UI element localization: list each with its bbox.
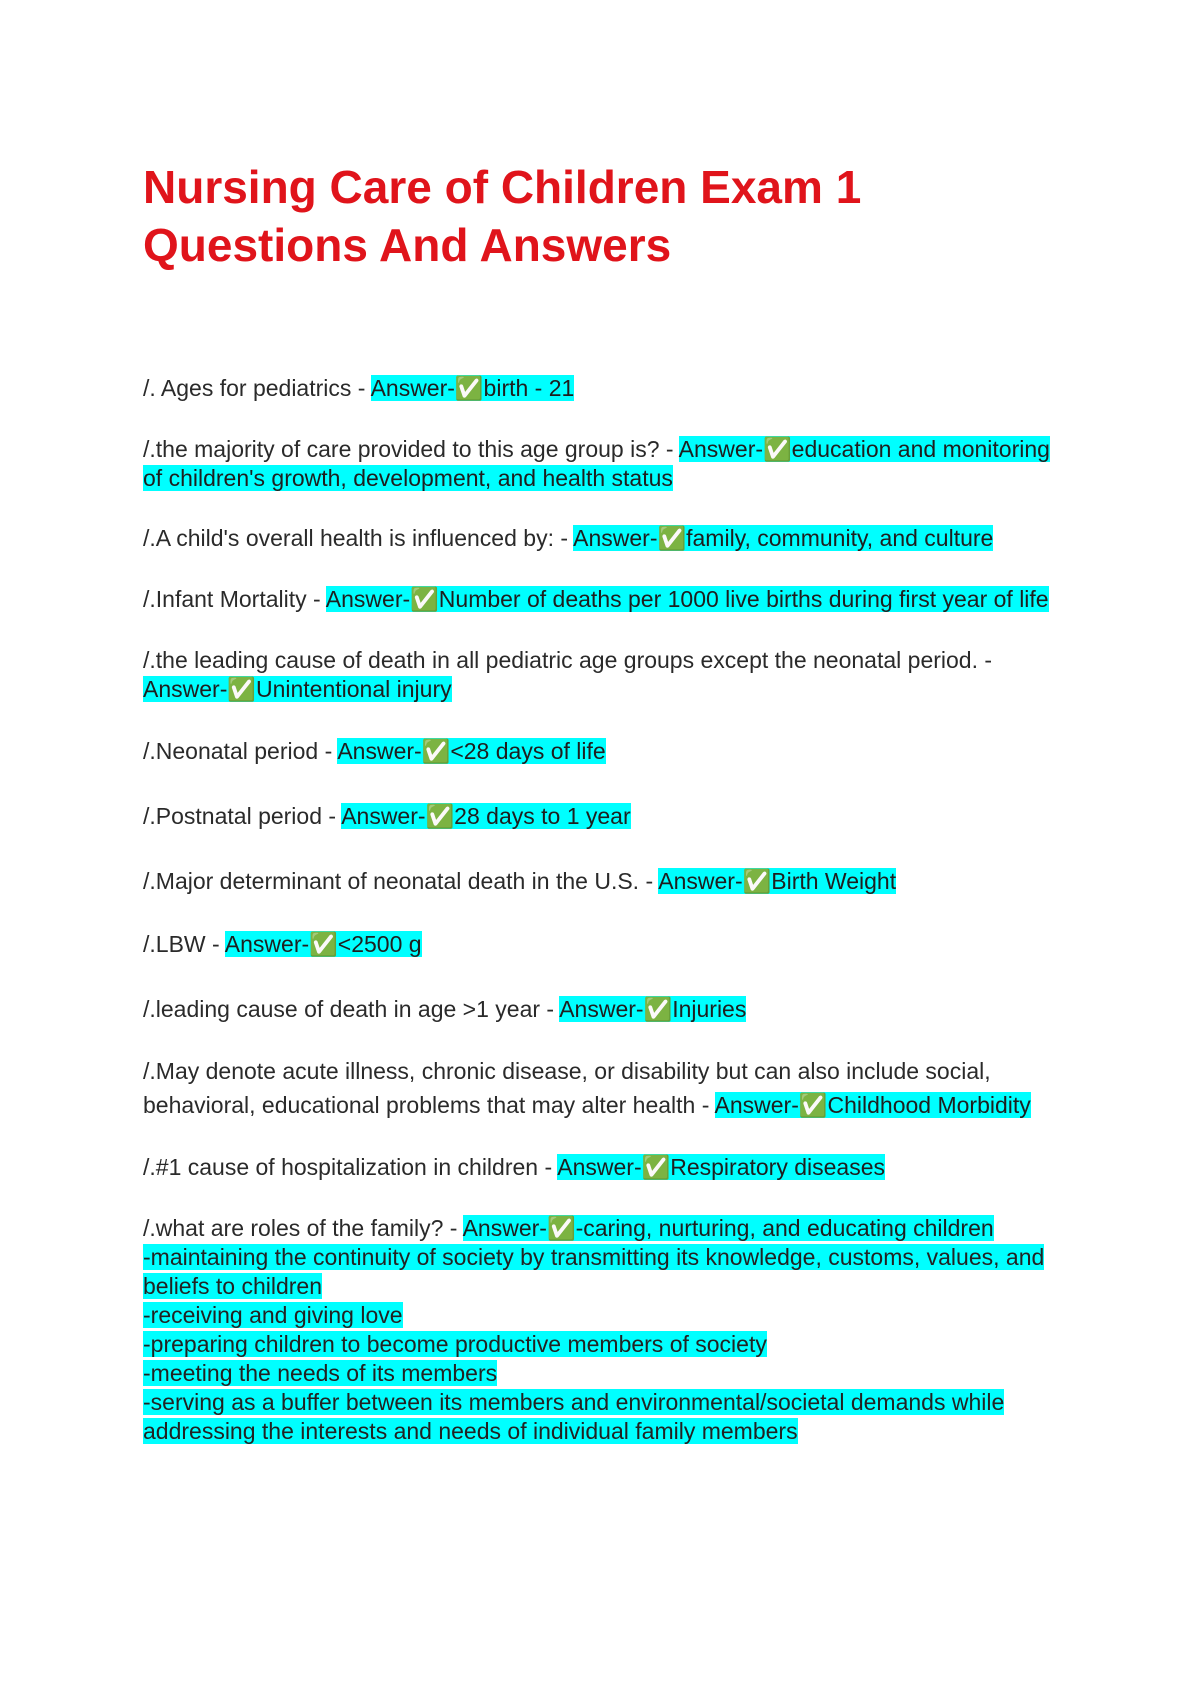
answer-line: -preparing children to become productive members of society: [143, 1331, 767, 1357]
qa-item-12: [143, 1153, 1063, 1182]
question: /.Neonatal period -: [143, 738, 338, 764]
qa-item-9: [143, 930, 1063, 959]
document-page: [143, 158, 1063, 1446]
answer: Answer-✅education and monitoring of children's growth, development, and health status: [143, 436, 1050, 491]
qa-item-6: [143, 737, 1063, 766]
question: /.A child's overall health is influenced by: -: [143, 525, 574, 551]
answer: Answer-✅Unintentional injury: [143, 676, 452, 702]
question: /.#1 cause of hospitalization in children -: [143, 1154, 558, 1180]
answer: Answer-✅birth - 21: [370, 375, 575, 401]
qa-item-7: [143, 802, 1063, 831]
document-title: [143, 158, 1063, 274]
question: /.what are roles of the family? -: [143, 1215, 463, 1241]
question: /.Infant Mortality -: [143, 586, 326, 612]
qa-list: [143, 374, 1063, 1446]
qa-item-2: [143, 435, 1063, 493]
answer-line: -meeting the needs of its members: [143, 1360, 498, 1386]
qa-item-3: [143, 524, 1063, 553]
question: /.the majority of care provided to this age group is? -: [143, 436, 679, 462]
question: /.the leading cause of death in all pediatric age groups except the neonatal period. -: [143, 647, 993, 673]
qa-item-10: [143, 995, 1063, 1024]
answer: Answer-✅-caring, nurturing, and educating children: [462, 1215, 994, 1241]
answer: Answer-✅family, community, and culture: [573, 525, 994, 551]
answer-line: -serving as a buffer between its members and environmental/societal demands while addressing the interests and needs of individual family members: [143, 1389, 1005, 1444]
answer: Answer-✅Childhood Morbidity: [714, 1092, 1031, 1118]
question: /.Postnatal period -: [143, 803, 342, 829]
qa-item-family-roles: [143, 1214, 1063, 1446]
question: /.LBW -: [143, 931, 225, 957]
answer: Answer-✅Birth Weight: [658, 868, 897, 894]
answer: Answer-✅<28 days of life: [337, 738, 606, 764]
answer: Answer-✅28 days to 1 year: [341, 803, 631, 829]
answer: Answer-✅Number of deaths per 1000 live births during first year of life: [325, 586, 1049, 612]
question: /.Major determinant of neonatal death in the U.S. -: [143, 868, 659, 894]
title-line-2: Questions And Answers: [143, 219, 672, 271]
question: /. Ages for pediatrics -: [143, 375, 371, 401]
title-line-1: Nursing Care of Children Exam 1: [143, 161, 862, 213]
question: /.May denote acute illness, chronic disease, or disability but can also include social, behavioral, educational problems that may alter health -: [143, 1058, 991, 1118]
answer-line: -maintaining the continuity of society by transmitting its knowledge, customs, values, and beliefs to children: [143, 1244, 1045, 1299]
qa-item-8: [143, 867, 1063, 896]
qa-item-4: [143, 585, 1063, 614]
qa-item-5: [143, 646, 1063, 704]
question: /.leading cause of death in age >1 year -: [143, 996, 560, 1022]
qa-item-1: [143, 374, 1063, 403]
answer: Answer-✅Respiratory diseases: [557, 1154, 885, 1180]
answer: Answer-✅<2500 g: [224, 931, 422, 957]
answer: Answer-✅Injuries: [559, 996, 747, 1022]
qa-item-11: [143, 1054, 1063, 1122]
answer-line: -receiving and giving love: [143, 1302, 403, 1328]
